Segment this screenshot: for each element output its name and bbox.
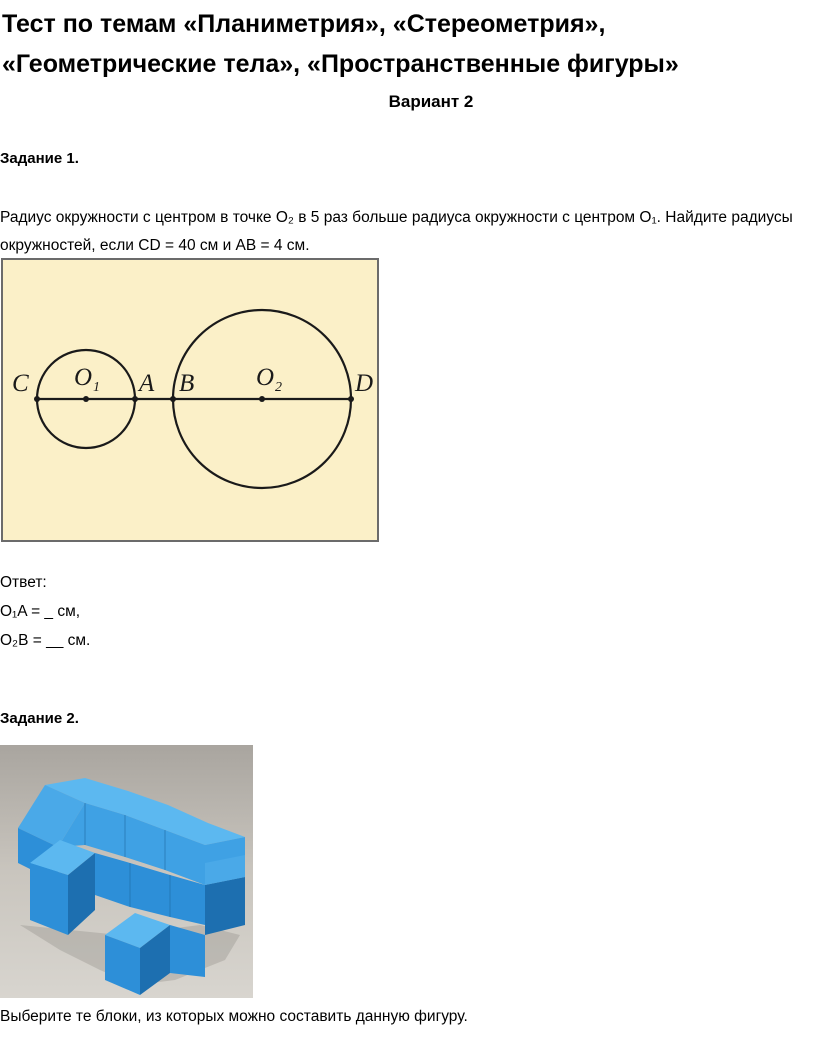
label-c: C [12,370,29,397]
circles-figure [1,258,379,542]
task-1-text: Радиус окружности с центром в точке O₂ в 5 раз больше радиуса окружности с центром O₁. Найдите радиусы окружностей, если CD = 40 см и AB = 4 см. [0,209,793,254]
point-c [34,396,40,402]
task-1-heading: Задание 1. [0,150,79,167]
answer-line-o1a: O₁A = _ см, [0,603,81,620]
circles-diagram [3,260,377,540]
point-a [132,396,138,402]
label-o1: O [74,364,93,391]
blue-cubes-figure-icon [0,745,253,998]
label-a: A [139,370,155,397]
point-d [348,396,354,402]
label-o2: O [256,364,275,391]
variant-title: Вариант 2 [388,92,474,111]
answer-block [0,568,90,655]
task-2-heading: Задание 2. [0,710,79,727]
blue-cubes-photo [0,745,253,998]
point-o1 [83,396,89,402]
answer-label: Ответ: [0,574,47,591]
task-2-question: Выберите те блоки, из которых можно составить данную фигуру. [0,1008,468,1025]
label-b: B [179,370,195,397]
answer-line-o2b: O₂B = __ см. [0,632,91,649]
point-o2 [259,396,265,402]
label-o1-subscript: 1 [93,380,100,395]
point-b [170,396,176,402]
label-d: D [355,370,374,397]
page-title: Тест по темам «Планиметрия», «Стереометрия», «Геометрические тела», «Пространственные фигуры» [2,10,679,78]
label-o2-subscript: 2 [275,380,282,395]
